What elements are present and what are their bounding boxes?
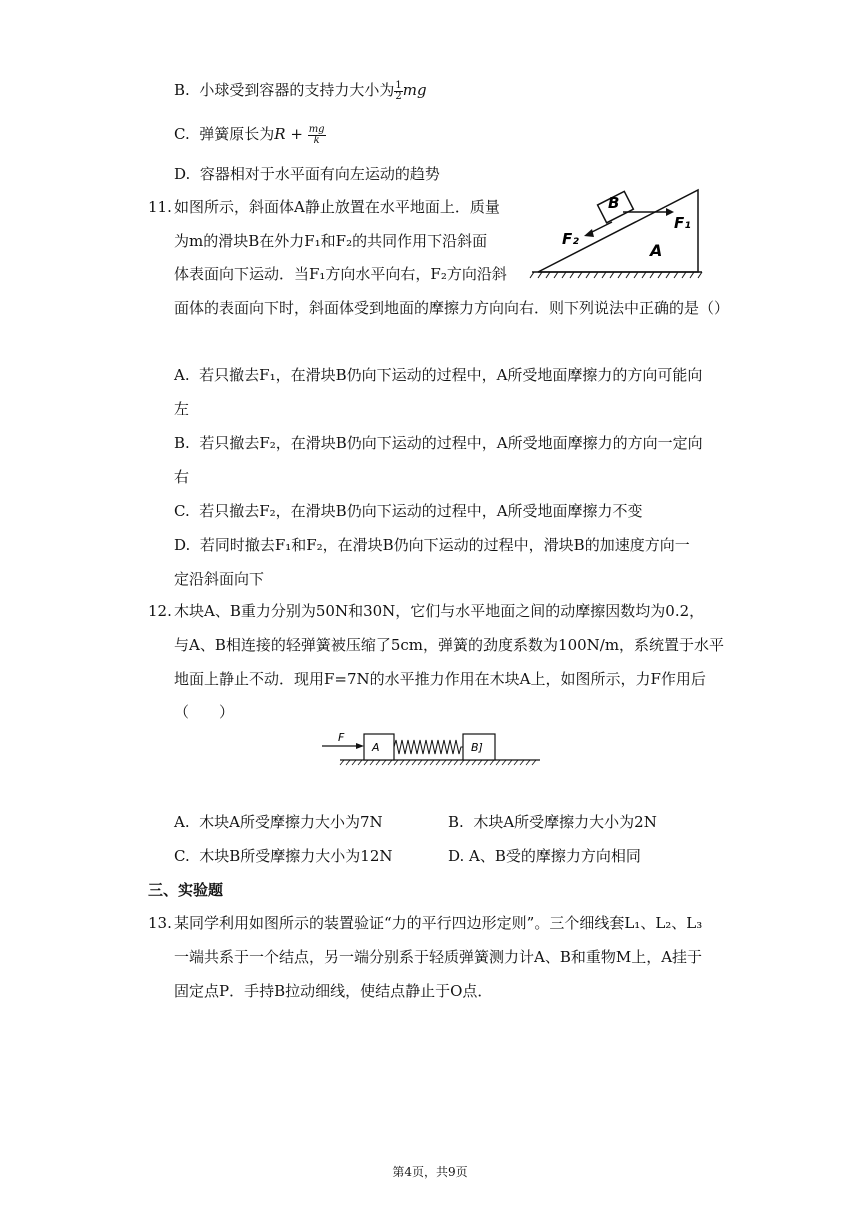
- ground-hatching: [340, 760, 536, 765]
- q13-line-1: 某同学利用如图所示的装置验证“力的平行四边形定则”。三个细线套L₁、L₂、L₃: [174, 914, 703, 932]
- q11-line-4: 面体的表面向下时，斜面体受到地面的摩擦力方向向右．则下列说法中正确的是（）: [174, 299, 730, 317]
- label-a: A: [650, 241, 663, 260]
- q13-number: 13.: [148, 914, 172, 932]
- q11-line-3: 体表面向下运动．当F₁方向水平向右，F₂方向沿斜: [174, 265, 507, 283]
- blocks-spring-figure: [320, 728, 544, 772]
- q12-line-4: （ ）: [174, 703, 235, 721]
- q12-option-b: B. 木块A所受摩擦力大小为2N: [448, 813, 657, 831]
- ground-hatching: [530, 272, 702, 278]
- q11-line-2: 为m的滑块B在外力F₁和F₂的共同作用下沿斜面: [174, 232, 488, 250]
- q12-option-c: C. 木块B所受摩擦力大小为12N: [174, 847, 393, 865]
- q13-line-3: 固定点P．手持B拉动细线，使结点静止于O点．: [174, 982, 493, 1000]
- label-b: B: [608, 194, 620, 212]
- q12-number: 12.: [148, 602, 172, 620]
- fraction-half: $\frac{1}{2}$: [395, 79, 402, 102]
- q11-option-b-line2: 右: [174, 468, 190, 486]
- label-f: F: [338, 731, 345, 744]
- q10-option-c: C. 弹簧原长为R + $\frac{mg}{k}$: [174, 123, 325, 146]
- q11-option-a-line1: A. 若只撤去F₁，在滑块B仍向下运动的过程中，A所受地面摩擦力的方向可能向: [174, 366, 703, 384]
- label-block-b: B]: [471, 741, 483, 754]
- incline-figure: [528, 186, 706, 286]
- q11-option-d-line1: D. 若同时撤去F₁和F₂，在滑块B仍向下运动的过程中，滑块B的加速度方向一: [174, 536, 690, 554]
- q11-number: 11.: [148, 198, 172, 216]
- spring: [394, 740, 463, 754]
- q11-option-a-line2: 左: [174, 400, 190, 418]
- force-f2-arrow: [590, 222, 612, 233]
- fraction-mg-k: $\frac{mg}{k}$: [308, 123, 325, 146]
- q12-line-3: 地面上静止不动．现用F=7N的水平推力作用在木块A上，如图所示，力F作用后: [174, 670, 706, 688]
- q11-option-c: C. 若只撤去F₂，在滑块B仍向下运动的过程中，A所受地面摩擦力不变: [174, 502, 643, 520]
- q11-line-1: 如图所示，斜面体A静止放置在水平地面上．质量: [174, 198, 500, 216]
- q12-option-d: D. A、B受的摩擦力方向相同: [448, 847, 641, 865]
- q11-option-d-line2: 定沿斜面向下: [174, 570, 265, 588]
- label-block-a: A: [372, 741, 380, 754]
- q12-line-1: 木块A、B重力分别为50N和30N，它们与水平地面之间的动摩擦因数均为0.2，: [174, 602, 705, 620]
- q10-option-b: B. 小球受到容器的支持力大小为 $\frac{1}{2}$ mg: [174, 79, 427, 102]
- page-footer: 第4页，共9页: [392, 1165, 468, 1179]
- q12-option-a: A. 木块A所受摩擦力大小为7N: [174, 813, 383, 831]
- label-f1: F₁: [674, 214, 691, 232]
- label-f2: F₂: [562, 230, 579, 248]
- q10-option-d: D. 容器相对于水平面有向左运动的趋势: [174, 165, 440, 183]
- q11-option-b-line1: B. 若只撤去F₂，在滑块B仍向下运动的过程中，A所受地面摩擦力的方向一定向: [174, 434, 703, 452]
- q12-line-2: 与A、B相连接的轻弹簧被压缩了5cm，弹簧的劲度系数为100N/m，系统置于水平: [174, 636, 725, 654]
- q13-line-2: 一端共系于一个结点，另一端分别系于轻质弹簧测力计A、B和重物M上，A挂于: [174, 948, 703, 966]
- section-title-experiment: 三、实验题: [148, 881, 224, 899]
